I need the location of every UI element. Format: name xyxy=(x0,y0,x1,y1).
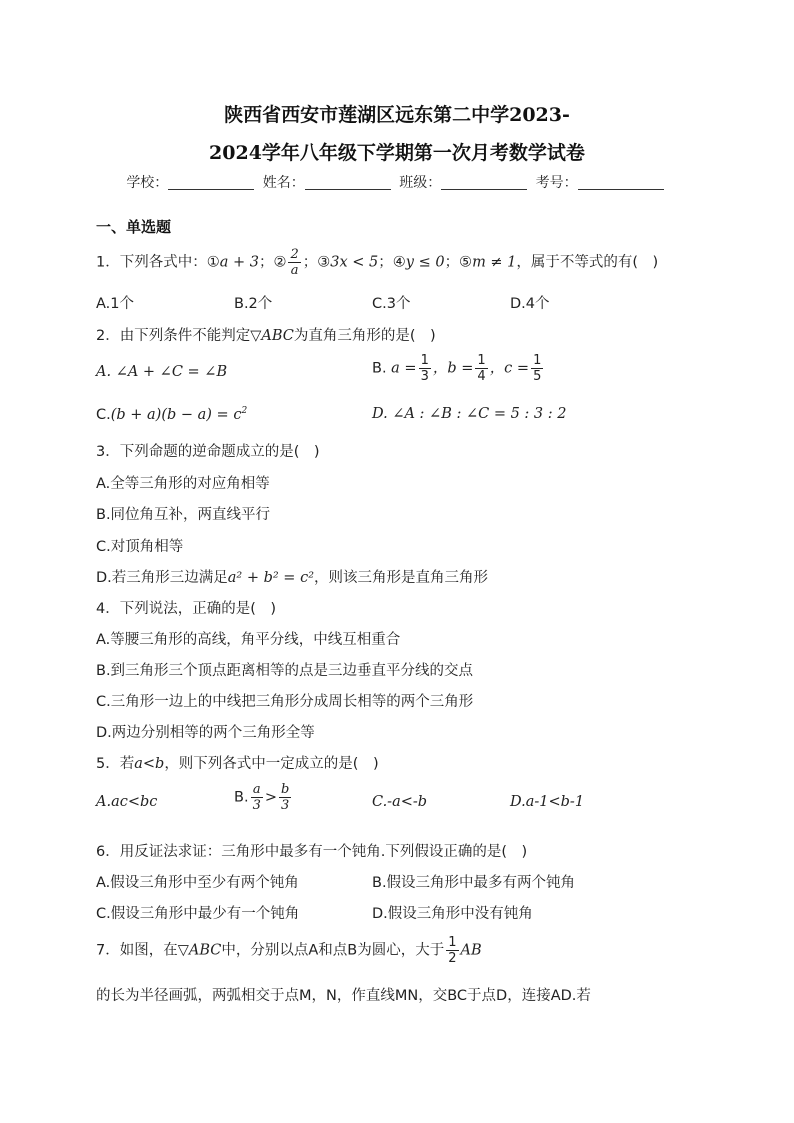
question-2-option-c[interactable]: $C.(b + a)(b - a) = c^2$ xyxy=(96,406,248,423)
question-4-option-c[interactable]: C.三角形一边上的中线把三角形分成周长相等的两个三角形 xyxy=(96,694,474,710)
question-2-option-b[interactable]: B. a = $\frac{1}{3}$ ，b = $\frac{1}{4}$ ，c = $\frac{1}{5}$ xyxy=(372,353,542,384)
question-7-stem-line2: 的长为半径画弧，两弧相交于点M，N，作直线MN，交BC于点D，连接AD.若 xyxy=(96,988,591,1004)
fraction: $\frac{b}{3}$ xyxy=(281,782,290,813)
name-blank xyxy=(305,175,391,190)
question-1-option-d[interactable]: D.4个 xyxy=(510,296,550,312)
question-6-stem: 6．用反证法求证：三角形中最多有一个钝角.下列假设正确的是( ) xyxy=(96,844,528,860)
question-7-stem: 7．如图，在▽ABC中，分别以点A和点B为圆心，大于 $\frac{1}{2}$ AB xyxy=(96,935,482,966)
fraction: $\frac{1}{3}$ xyxy=(420,353,429,384)
question-3-option-a[interactable]: A.全等三角形的对应角相等 xyxy=(96,476,270,492)
question-5-option-c[interactable]: C.-a<-b xyxy=(372,794,428,810)
fraction: $\frac{2}{a}$ xyxy=(290,247,299,278)
question-5-option-b[interactable]: B. $\frac{a}{3}$ > $\frac{b}{3}$ xyxy=(234,782,290,813)
question-1-stem: 1．下列各式中：①a + 3；② $\frac{2}{a}$ ；③3x < 5；④y ≤ 0；⑤m ≠ 1，属于不等式的有( ) xyxy=(96,247,659,278)
section-title: 一、单选题 xyxy=(96,218,172,236)
fraction: $\frac{a}{3}$ xyxy=(252,782,261,813)
exam-title-line2: 2024学年八年级下学期第一次月考数学试卷 xyxy=(209,142,585,164)
question-5-option-d[interactable]: D.a-1<b-1 xyxy=(510,794,585,810)
question-4-option-d[interactable]: D.两边分别相等的两个三角形全等 xyxy=(96,725,315,741)
question-4-stem: 4．下列说法，正确的是( ) xyxy=(96,601,277,617)
exam-no-label: 考号： xyxy=(535,175,578,191)
question-3-option-c[interactable]: C.对顶角相等 xyxy=(96,539,184,555)
question-5-stem: 5．若a<b，则下列各式中一定成立的是( ) xyxy=(96,756,379,772)
school-blank xyxy=(168,175,254,190)
question-6-option-d[interactable]: D.假设三角形中没有钝角 xyxy=(372,906,533,922)
exam-no-blank xyxy=(578,175,664,190)
question-3-stem: 3．下列命题的逆命题成立的是( ) xyxy=(96,444,320,460)
fraction: $\frac{1}{2}$ xyxy=(448,935,457,966)
question-3-option-d[interactable]: D.若三角形三边满足a² + b² = c²，则该三角形是直角三角形 xyxy=(96,570,489,586)
question-6-option-c[interactable]: C.假设三角形中最少有一个钝角 xyxy=(96,906,300,922)
exam-title-line1: 陕西省西安市莲湖区远东第二中学2023- xyxy=(224,104,570,126)
question-5-option-a[interactable]: A.ac<bc xyxy=(96,794,158,810)
student-info-row xyxy=(0,172,794,192)
fraction: $\frac{1}{5}$ xyxy=(533,353,542,384)
question-6-option-a[interactable]: A.假设三角形中至少有两个钝角 xyxy=(96,875,299,891)
question-4-option-b[interactable]: B.到三角形三个顶点距离相等的点是三边垂直平分线的交点 xyxy=(96,663,474,679)
fraction: $\frac{1}{4}$ xyxy=(477,353,486,384)
class-blank xyxy=(441,175,527,190)
question-3-option-b[interactable]: B.同位角互补，两直线平行 xyxy=(96,507,271,523)
question-1-option-c[interactable]: C.3个 xyxy=(372,296,411,312)
question-2-option-d[interactable]: D. ∠A : ∠B : ∠C = 5 : 3 : 2 xyxy=(372,406,567,422)
question-4-option-a[interactable]: A.等腰三角形的高线，角平分线，中线互相重合 xyxy=(96,632,401,648)
question-2-option-a[interactable]: A. ∠A + ∠C = ∠B xyxy=(96,364,228,380)
question-1-option-a[interactable]: A.1个 xyxy=(96,296,134,312)
school-label: 学校： xyxy=(126,175,169,191)
question-6-option-b[interactable]: B.假设三角形中最多有两个钝角 xyxy=(372,875,576,891)
question-1-option-b[interactable]: B.2个 xyxy=(234,296,273,312)
name-label: 姓名： xyxy=(262,175,305,191)
question-2-stem: 2．由下列条件不能判定▽ABC为直角三角形的是( ) xyxy=(96,328,436,344)
class-label: 班级： xyxy=(399,175,442,191)
